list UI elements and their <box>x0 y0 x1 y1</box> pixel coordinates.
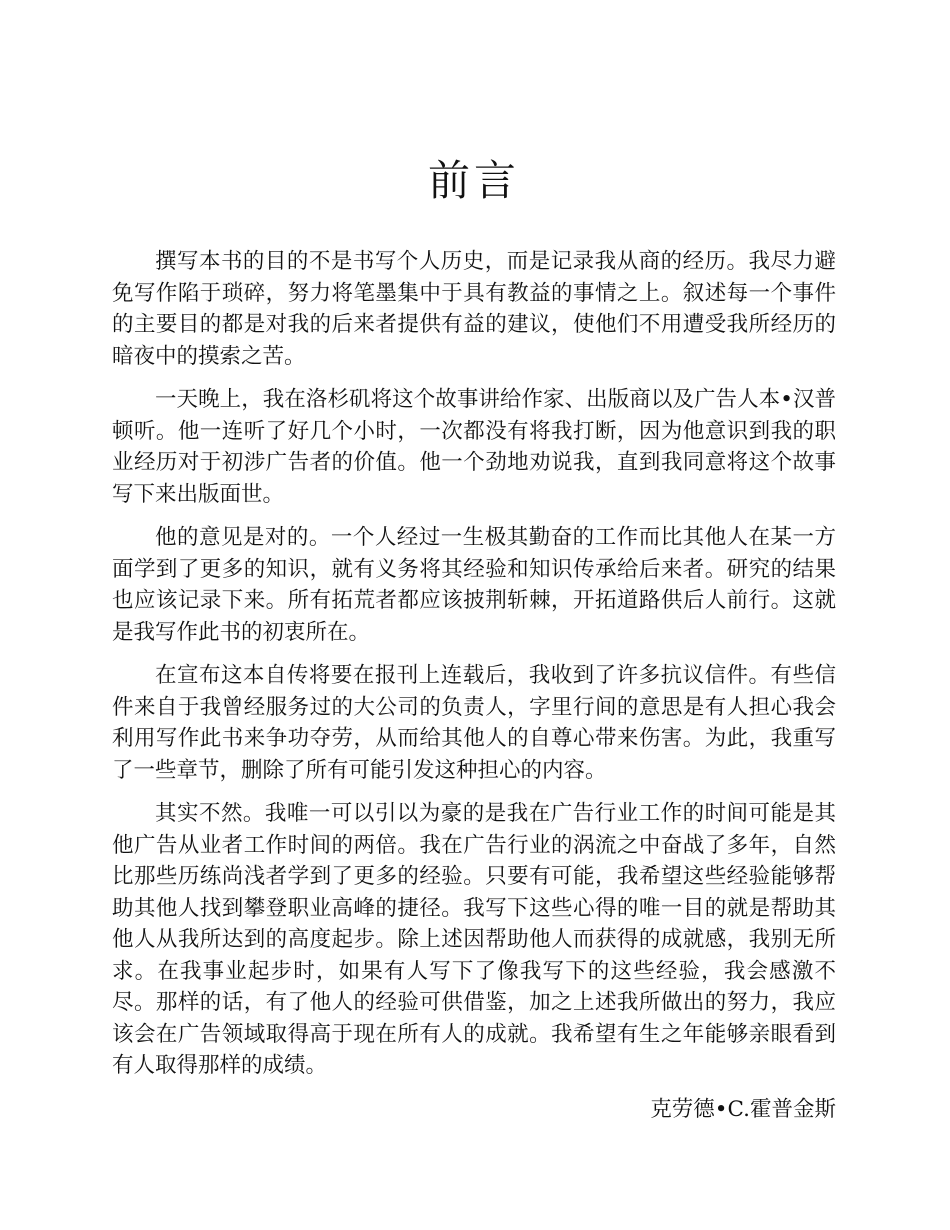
page-title: 前言 <box>427 156 520 205</box>
paragraph-4: 在宣布这本自传将要在报刊上连载后，我收到了许多抗议信件。有些信件来自于我曾经服务过的大公司的负责人，字里行间的意思是有人担心我会利用写作此书来争功夺劳，从而给其他人的自尊心带来伤害。为此，我重写了一些章节，删除了所有可能引发这种担心的内容。 <box>112 663 836 783</box>
author-signature: 克劳德•C.霍普金斯 <box>650 1096 836 1122</box>
preface-page <box>112 152 836 1125</box>
paragraph-3: 他的意见是对的。一个人经过一生极其勤奋的工作而比其他人在某一方面学到了更多的知识，就有义务将其经验和知识传承给后来者。研究的结果也应该记录下来。所有拓荒者都应该披荆斩棘，开拓道路供后人前行。这就是我写作此书的初衷所在。 <box>112 525 836 645</box>
paragraph-5: 其实不然。我唯一可以引以为豪的是我在广告行业工作的时间可能是其他广告从业者工作时间的两倍。我在广告行业的涡流之中奋战了多年，自然比那些历练尚浅者学到了更多的经验。只要有可能，我希望这些经验能够帮助其他人找到攀登职业高峰的捷径。我写下这些心得的唯一目的就是帮助其他人从我所达到的高度起步。除上述因帮助他人而获得的成就感，我别无所求。在我事业起步时，如果有人写下了像我写下的这些经验，我会感激不尽。那样的话，有了他人的经验可供借鉴，加之上述我所做出的努力，我应该会在广告领域取得高于现在所有人的成就。我希望有生之年能够亲眼看到有人取得那样的成绩。 <box>112 801 836 1078</box>
paragraph-2: 一天晚上，我在洛杉矶将这个故事讲给作家、出版商以及广告人本•汉普顿听。他一连听了好几个小时，一次都没有将我打断，因为他意识到我的职业经历对于初涉广告者的价值。他一个劲地劝说我，直到我同意将这个故事写下来出版面世。 <box>112 387 836 507</box>
paragraph-1: 撰写本书的目的不是书写个人历史，而是记录我从商的经历。我尽力避免写作陷于琐碎，努力将笔墨集中于具有教益的事情之上。叙述每一个事件的主要目的都是对我的后来者提供有益的建议，使他们不用遭受我所经历的暗夜中的摸索之苦。 <box>112 249 836 369</box>
